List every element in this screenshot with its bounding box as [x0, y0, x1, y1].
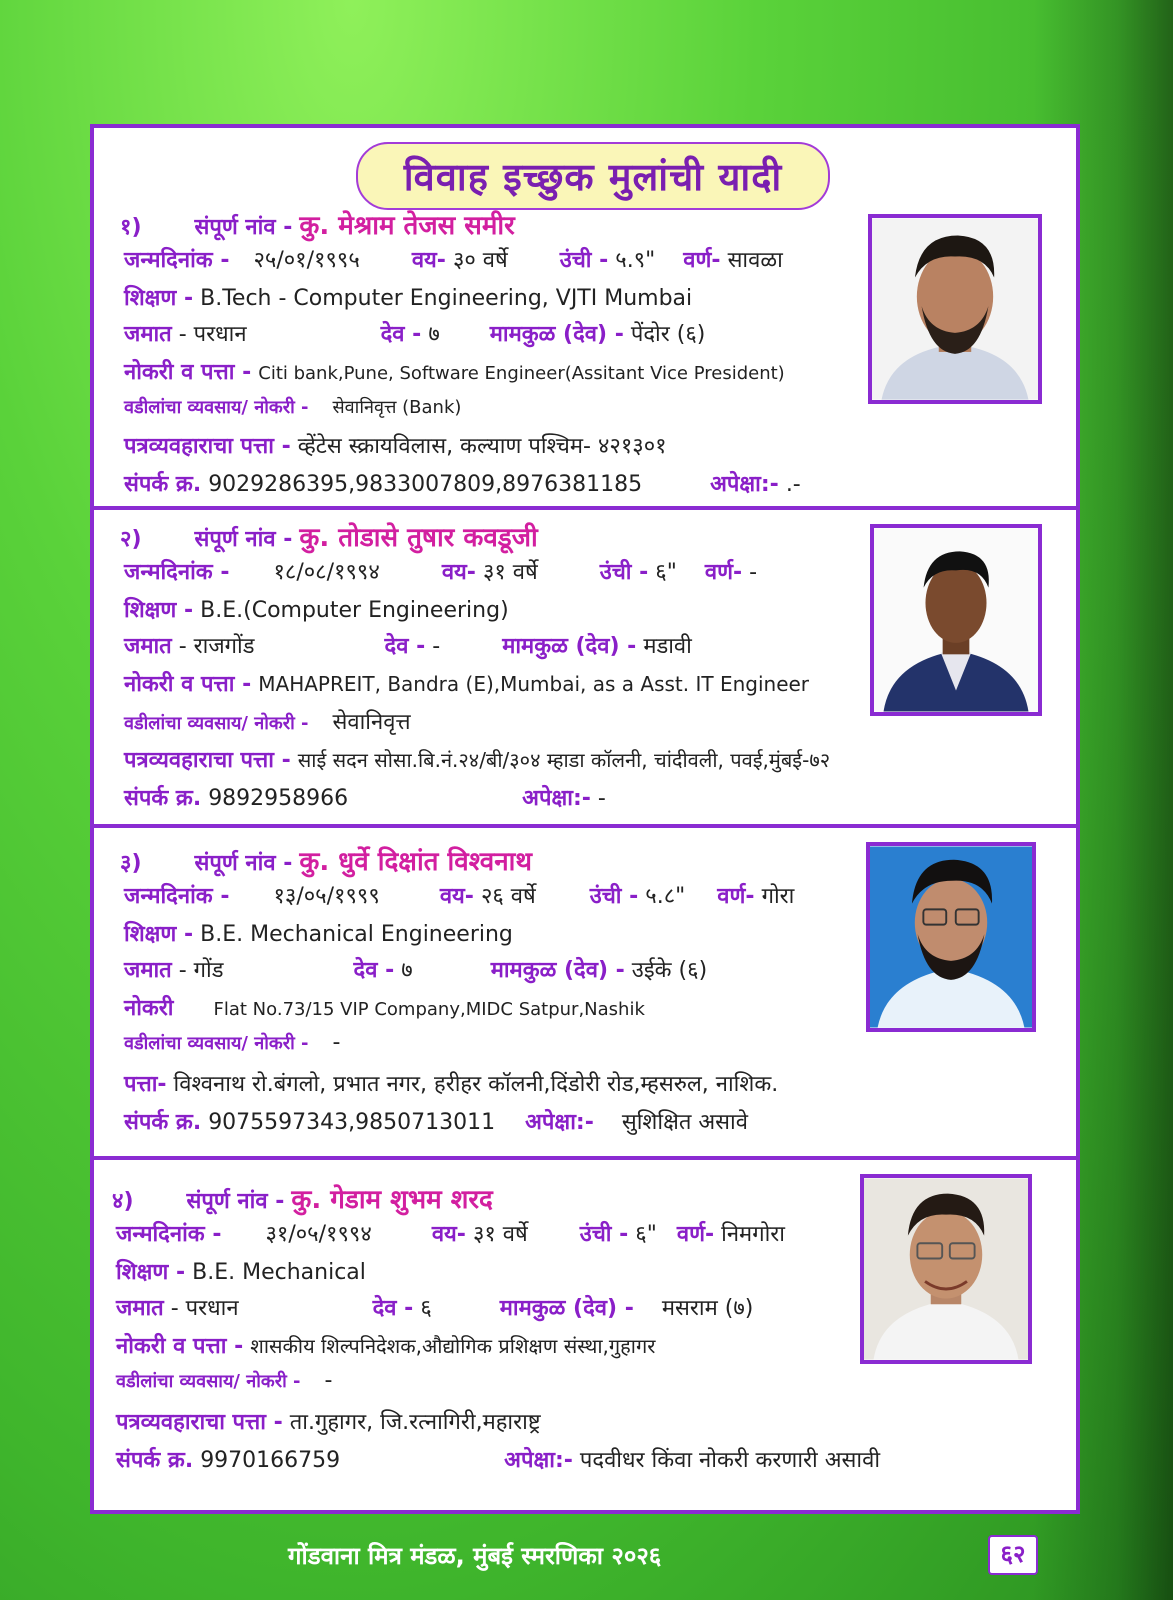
expectation-label: अपेक्षा:-: [504, 1448, 573, 1473]
caste-label: जमात: [124, 958, 172, 983]
postal-value: ता.गुहागर, जि.रत्नागिरी,महाराष्ट्र: [289, 1410, 541, 1435]
father-value: -: [324, 1368, 333, 1393]
caste-label: जमात: [124, 322, 172, 347]
complexion-value: निमगोरा: [721, 1222, 785, 1247]
dev-value: ७: [401, 958, 413, 983]
education-label: शिक्षण -: [124, 598, 194, 623]
caste-label: जमात: [116, 1296, 164, 1321]
complexion-label: वर्ण-: [683, 248, 721, 273]
page-number: ६२: [988, 1535, 1038, 1575]
expectation-value: -: [597, 786, 606, 811]
education-label: शिक्षण -: [116, 1260, 186, 1285]
job-value: MAHAPREIT, Bandra (E),Mumbai, as a Asst. IT Engineer: [258, 672, 810, 696]
age-value: ३० वर्षे: [452, 248, 508, 273]
dev-label: देव -: [353, 958, 395, 983]
contact-label: संपर्क क्र.: [124, 1110, 202, 1135]
person-portrait-icon: [870, 846, 1032, 1028]
dob-value: १८/०८/१९९४: [273, 560, 380, 585]
height-value: ५.८": [645, 884, 686, 909]
list-item-2: [94, 506, 1076, 828]
father-label: वडीलांचा व्यवसाय/ नोकरी -: [124, 397, 309, 418]
expectation-label: अपेक्षा:-: [710, 472, 779, 497]
entry-number: २): [120, 527, 142, 552]
mamkul-value: उईके (६): [631, 958, 708, 983]
full-name: कु. तोडासे तुषार कवडूजी: [299, 523, 538, 553]
contact-value: 9075597343,9850713011: [208, 1110, 496, 1135]
expectation-label: अपेक्षा:-: [525, 1110, 594, 1135]
footer-text: गोंडवाना मित्र मंडळ, मुंबई स्मरणिका २०२६: [288, 1542, 662, 1570]
age-label: वय-: [441, 560, 476, 585]
mamkul-label: मामकुळ (देव) -: [499, 1296, 634, 1321]
postal-value: साई सदन सोसा.बि.नं.२४/बी/३०४ म्हाडा कॉलनी, चांदीवली, पवई,मुंबई-७२: [297, 748, 831, 772]
entry-number: १): [120, 215, 142, 240]
height-value: ५.९": [615, 248, 656, 273]
education-value: B.Tech - Computer Engineering, VJTI Mumbai: [200, 286, 693, 311]
dob-label: जन्मदिनांक -: [124, 884, 230, 909]
height-value: ६": [635, 1222, 657, 1247]
profile-photo: [868, 214, 1042, 404]
expectation-value: पदवीधर किंवा नोकरी करणारी असावी: [579, 1448, 881, 1473]
dev-value: ७: [428, 322, 440, 347]
dob-label: जन्मदिनांक -: [124, 560, 230, 585]
name-label: संपूर्ण नांव -: [194, 215, 293, 240]
mamkul-value: मसराम (७): [661, 1296, 754, 1321]
complexion-label: वर्ण-: [717, 884, 755, 909]
expectation-value: सुशिक्षित असावे: [621, 1110, 748, 1135]
full-name: कु. गेडाम शुभम शरद: [291, 1185, 493, 1215]
full-name: कु. मेश्राम तेजस समीर: [299, 211, 515, 241]
dev-value: ६: [420, 1296, 432, 1321]
caste-value: - गोंड: [178, 958, 224, 983]
height-value: ६": [655, 560, 677, 585]
person-portrait-icon: [874, 528, 1038, 712]
complexion-value: गोरा: [761, 884, 795, 909]
entry-number: ३): [120, 851, 142, 876]
dev-label: देव -: [372, 1296, 414, 1321]
father-value: सेवानिवृत्त: [332, 710, 411, 735]
height-label: उंची -: [589, 884, 639, 909]
job-value: Citi bank,Pune, Software Engineer(Assitant Vice President): [258, 363, 785, 384]
height-label: उंची -: [559, 248, 609, 273]
postal-label: पत्रव्यवहाराचा पत्ता -: [124, 748, 291, 773]
job-label: नोकरी: [124, 996, 174, 1021]
job-label: नोकरी व पत्ता -: [116, 1334, 244, 1359]
mamkul-value: पेंदोर (६): [630, 322, 706, 347]
dob-value: ३१/०५/१९९४: [265, 1222, 372, 1247]
dob-label: जन्मदिनांक -: [116, 1222, 222, 1247]
list-item-4: [94, 1156, 1076, 1514]
address-value: विश्वनाथ रो.बंगलो, प्रभात नगर, हरीहर कॉलनी,दिंडोरी रोड,म्हसरुल, नाशिक.: [173, 1072, 779, 1097]
profile-photo: [870, 524, 1042, 716]
age-value: ३१ वर्षे: [472, 1222, 528, 1247]
father-value: सेवानिवृत्त (Bank): [332, 397, 462, 418]
mamkul-label: मामकुळ (देव) -: [502, 634, 637, 659]
postal-label: पत्रव्यवहाराचा पत्ता -: [124, 434, 291, 459]
age-label: वय-: [431, 1222, 466, 1247]
job-value: शासकीय शिल्पनिदेशक,औद्योगिक प्रशिक्षण संस्था,गुहागर: [250, 1334, 656, 1358]
father-value: -: [332, 1030, 341, 1055]
postal-value: व्हेंटेस स्क्रायविलास, कल्याण पश्चिम- ४२१३०१: [297, 434, 667, 459]
person-portrait-icon: [872, 218, 1038, 400]
contact-label: संपर्क क्र.: [124, 786, 202, 811]
contact-value: 9970166759: [200, 1448, 341, 1473]
job-label: नोकरी व पत्ता -: [124, 672, 252, 697]
dob-value: २५/०१/१९९५: [253, 248, 360, 273]
father-label: वडीलांचा व्यवसाय/ नोकरी -: [124, 1033, 309, 1054]
education-value: B.E. Mechanical: [192, 1260, 366, 1285]
education-label: शिक्षण -: [124, 286, 194, 311]
profile-photo: [860, 1174, 1032, 1364]
complexion-value: -: [749, 560, 758, 585]
job-label: नोकरी व पत्ता -: [124, 360, 252, 385]
page-title: विवाह इच्छुक मुलांची यादी: [403, 155, 783, 199]
age-value: २६ वर्षे: [480, 884, 536, 909]
list-item-1: [94, 128, 1076, 506]
job-value: Flat No.73/15 VIP Company,MIDC Satpur,Nashik: [213, 999, 645, 1020]
contact-label: संपर्क क्र.: [124, 472, 202, 497]
education-value: B.E. Mechanical Engineering: [200, 922, 513, 947]
complexion-value: सावळा: [727, 248, 783, 273]
caste-value: - परधान: [170, 1296, 239, 1321]
contact-label: संपर्क क्र.: [116, 1448, 194, 1473]
list-card: [90, 124, 1080, 1514]
height-label: उंची -: [579, 1222, 629, 1247]
mamkul-label: मामकुळ (देव) -: [489, 322, 624, 347]
mamkul-value: मडावी: [643, 634, 692, 659]
education-value: B.E.(Computer Engineering): [200, 598, 509, 623]
address-label: पत्ता-: [124, 1072, 167, 1097]
page-footer: [0, 1535, 1173, 1575]
expectation-label: अपेक्षा:-: [522, 786, 591, 811]
father-label: वडीलांचा व्यवसाय/ नोकरी -: [116, 1371, 301, 1392]
dev-label: देव -: [384, 634, 426, 659]
caste-label: जमात: [124, 634, 172, 659]
dev-value: -: [432, 634, 441, 659]
dob-value: १३/०५/१९९९: [273, 884, 380, 909]
person-portrait-icon: [864, 1178, 1028, 1360]
age-value: ३१ वर्षे: [482, 560, 538, 585]
full-name: कु. धुर्वे दिक्षांत विश्वनाथ: [299, 847, 533, 877]
list-item-3: [94, 824, 1076, 1160]
entry-number: ४): [112, 1189, 134, 1214]
name-label: संपूर्ण नांव -: [194, 527, 293, 552]
profile-photo: [866, 842, 1036, 1032]
dev-label: देव -: [380, 322, 422, 347]
caste-value: - परधान: [178, 322, 247, 347]
expectation-value: .-: [785, 472, 801, 497]
dob-label: जन्मदिनांक -: [124, 248, 230, 273]
name-label: संपूर्ण नांव -: [186, 1189, 285, 1214]
postal-label: पत्रव्यवहाराचा पत्ता -: [116, 1410, 283, 1435]
height-label: उंची -: [599, 560, 649, 585]
mamkul-label: मामकुळ (देव) -: [490, 958, 625, 983]
age-label: वय-: [439, 884, 474, 909]
complexion-label: वर्ण-: [704, 560, 743, 585]
caste-value: - राजगोंड: [178, 634, 255, 659]
name-label: संपूर्ण नांव -: [194, 851, 293, 876]
contact-value: 9029286395,9833007809,8976381185: [208, 472, 643, 497]
age-label: वय-: [411, 248, 446, 273]
education-label: शिक्षण -: [124, 922, 194, 947]
father-label: वडीलांचा व्यवसाय/ नोकरी -: [124, 713, 309, 734]
complexion-label: वर्ण-: [676, 1222, 715, 1247]
contact-value: 9892958966: [208, 786, 349, 811]
